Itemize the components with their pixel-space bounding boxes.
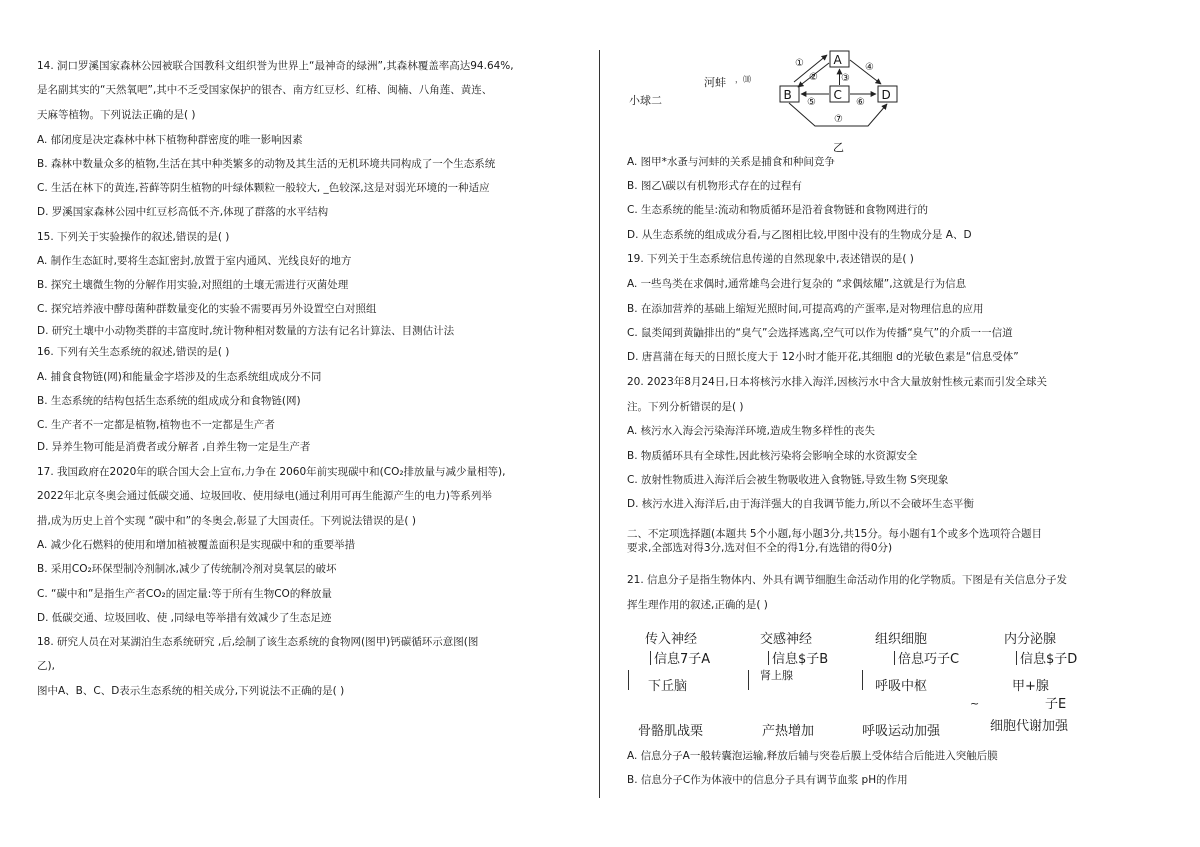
flow-mid-respiratory-center: 呼吸中枢 (875, 679, 928, 694)
node-d: D (881, 88, 891, 102)
q17-stem-line1: 17. 我国政府在2020年的联合国大会上宣布,力争在 2060年前实现碳中和(CO₂排放量与减少量相等), (37, 466, 506, 478)
flow-bar-d (1016, 651, 1017, 665)
q19-option-d: D. 唐菖蒲在每天的日照长度大于 12小时才能开花,其细胞 d的光敏色素是“信息受体” (627, 351, 1019, 363)
section2-heading-line2: 要求,全部选对得3分,选对但不全的得1分,有选错的得0分) (627, 542, 893, 554)
q18-option-c: C. 生态系统的能呈:流动和物质循环是沿着食物链和食物网进行的 (627, 204, 929, 216)
q17-option-d: D. 低碳交通、垃圾回收、使 ,同绿电等举措有效减少了生态足迹 (37, 612, 332, 624)
flow-info-d: 信息$子D (1020, 652, 1078, 667)
flow-info-b: 信息$子B (772, 652, 829, 667)
q18-option-b: B. 图乙\碳以有机物形式存在的过程有 (627, 180, 802, 192)
flow-mid-adrenal: 肾上腺 (760, 669, 793, 682)
diagram-left-label: 小球二 (629, 94, 662, 107)
arrow-label-6: ⑥ (856, 97, 865, 108)
q17-option-c: C. “碳中和”是指生产者CO₂的固定量:等于所有生物CO的释放量 (37, 588, 332, 600)
node-b: B (783, 88, 792, 102)
q21-option-b: B. 信息分子C作为体液中的信息分子具有调节血浆 pH的作用 (627, 774, 908, 786)
q14-option-b: B. 森林中数量众多的植物,生活在其中种类繁多的动物及其生活的无机环境共同构成了一个生态系统 (37, 158, 496, 170)
arrow-label-2: ② (809, 72, 818, 83)
flow-top-afferent: 传入神经 (645, 632, 698, 647)
q20-option-c: C. 放射性物质进入海洋后会被生物吸收进入食物链,导致生物 S突现象 (627, 474, 949, 486)
arrow-label-7: ⑦ (834, 114, 843, 125)
flow-info-e: 子E (1045, 697, 1067, 712)
q21-stem-line2: 挥生理作用的叙述,正确的是( ) (627, 599, 768, 611)
node-c: C (833, 88, 842, 102)
q18-option-d: D. 从生态系统的组成成分看,与乙图相比较,甲图中没有的生物成分是 A、D (627, 229, 972, 241)
q14-option-c: C. 生活在林下的黄连,苔藓等阴生植物的叶绿体颗粒一般较大, _色较深,这是对弱光环境的一种适应 (37, 182, 490, 194)
q16-option-a: A. 捕食食物链(网)和能量金字塔涉及的生态系统组成成分不同 (37, 371, 322, 383)
flow-bar-a (650, 651, 651, 665)
flow-bottom-breathing: 呼吸运动加强 (862, 724, 941, 739)
q17-stem-line3: 措,成为历史上首个实现 “碳中和”的冬奥会,彰显了大国责任。下列说法错误的是( ) (37, 515, 416, 527)
node-a: A (833, 53, 842, 67)
column-divider (599, 50, 600, 798)
q19-stem: 19. 下列关于生态系统信息传递的自然现象中,表述错误的是( ) (627, 253, 914, 265)
q15-option-d: D. 研究土壤中小动物类群的丰富度时,统计物种相对数量的方法有记名计算法、目测估计法 (37, 325, 455, 337)
flow-mid-hypothalamus: 下丘脑 (648, 679, 688, 694)
flow-bottom-heat: 产热增加 (762, 724, 815, 739)
flow-mid-thyroid: 甲+腺 (1012, 679, 1049, 694)
q20-stem-line1: 20. 2023年8月24日,日本将核污水排入海洋,因核污水中含大量放射性核元素而引发全球关 (627, 376, 1047, 388)
q16-stem: 16. 下列有关生态系统的叙述,错误的是( ) (37, 346, 230, 358)
q20-option-b: B. 物质循环具有全球性,因此核污染将会影响全球的水资源安全 (627, 450, 918, 462)
q20-stem-line2: 注。下列分析错误的是( ) (627, 401, 744, 413)
q21-option-a: A. 信息分子A一般转囊泡运输,释放后辅与突卷后膜上受体结合后能进入突触后膜 (627, 750, 998, 762)
q14-stem-line3: 天麻等植物。下列说法正确的是( ) (37, 109, 196, 121)
flow-top-sympathetic: 交感神经 (760, 632, 813, 647)
diagram-clam-label: 河蚌 (704, 76, 726, 89)
q19-option-b: B. 在添加营养的基础上缩短光照时间,可提高鸡的产蛋率,是对物理信息的应用 (627, 303, 984, 315)
q17-option-b: B. 采用CO₂环保型制冷剂制冰,减少了传统制冷剂对臭氧层的破坏 (37, 563, 337, 575)
diagram-caption: 乙 (833, 141, 844, 154)
flow-bar-adrenal (748, 670, 749, 690)
flow-bar-c (894, 651, 895, 665)
flow-bar-b (768, 651, 769, 665)
flow-bar-respiratory (862, 670, 863, 690)
q14-stem-line1: 14. 洞口罗溪国家森林公园被联合国教科文组织誉为世界上“最神奇的绿洲”,其森林覆盖率高达94.64%, (37, 60, 514, 72)
q19-option-c: C. 鼠类闻到黄鼬排出的“臭气”会选择逃离,空气可以作为传播“臭气”的介质一一信道 (627, 327, 1013, 339)
flow-bottom-metabolism: 细胞代谢加强 (990, 719, 1069, 734)
q14-option-d: D. 罗溪国家森林公园中红豆杉高低不齐,体现了群落的水平结构 (37, 206, 329, 218)
q15-option-a: A. 制作生态缸时,要将生态缸密封,放置于室内通风、光线良好的地方 (37, 255, 352, 267)
q20-option-d: D. 核污水进入海洋后,由于海洋强大的自我调节能力,所以不会破坏生态平衡 (627, 498, 974, 510)
q14-stem-line2: 是名副其实的“天然氧吧”,其中不乏受国家保护的银杏、南方红豆杉、红椿、闽楠、八角莲、黄连、 (37, 84, 493, 96)
q18-stem-line1: 18. 研究人员在对某湖泊生态系统研究 ,后,绘制了该生态系统的食物网(图甲)钙碳循环示意图(图 (37, 636, 479, 648)
flow-info-c: 倍息巧子C (898, 652, 960, 667)
flow-bottom-shivering: 骨骼肌战栗 (638, 724, 704, 739)
q18-stem-line2: 乙), (37, 660, 55, 672)
q16-option-d: D. 异养生物可能是消费者或分解者 ,自养生物一定是生产者 (37, 441, 311, 453)
section2-heading-line1: 二、不定项选择题(本题共 5个小题,每小题3分,共15分。每小题有1个或多个选项符合题目 (627, 528, 1043, 540)
q16-option-c: C. 生产者不一定都是植物,植物也不一定都是生产者 (37, 419, 275, 431)
q17-stem-line2: 2022年北京冬奥会通过低碳交通、垃圾回收、使用绿电(通过利用可再生能源产生的电力)等系列举 (37, 490, 492, 502)
diagram-small-label: ，⑽ (735, 75, 751, 84)
arrow-label-1: ① (795, 58, 804, 69)
q16-option-b: B. 生态系统的结构包括生态系统的组成成分和食物链(网) (37, 395, 301, 407)
q15-option-c: C. 探究培养液中酵母菌种群数量变化的实验不需要再另外设置空白对照组 (37, 303, 377, 315)
flow-bar-hypothalamus (628, 670, 629, 690)
q19-option-a: A. 一些鸟类在求偶时,通常雄鸟会进行复杂的 “求偶炫耀”,这就是行为信息 (627, 278, 967, 290)
q15-stem: 15. 下列关于实验操作的叙述,错误的是( ) (37, 231, 230, 243)
q15-option-b: B. 探究土壤微生物的分解作用实验,对照组的土壤无需进行灭菌处理 (37, 279, 349, 291)
arrow-label-5: ⑤ (807, 97, 816, 108)
flow-top-tissue-cell: 组织细胞 (875, 632, 928, 647)
flow-top-endocrine: 内分泌腺 (1004, 632, 1057, 647)
arrow-label-3: ③ (841, 73, 850, 84)
carbon-cycle-diagram (770, 50, 920, 155)
arrow-label-4: ④ (865, 62, 874, 73)
q18-stem-line3: 图中A、B、C、D表示生态系统的相关成分,下列说法不正确的是( ) (37, 685, 345, 697)
q14-option-a: A. 郁闭度是决定森林中林下植物种群密度的唯一影响因素 (37, 134, 303, 146)
q18-option-a: A. 图甲*水蚤与河蚌的关系是捕食和种间竞争 (627, 156, 835, 168)
flow-tilde: ~ (970, 697, 980, 710)
flow-info-a: 信息7子A (654, 652, 711, 667)
q17-option-a: A. 减少化石燃料的使用和增加植被覆盖面积是实现碳中和的重要举措 (37, 539, 356, 551)
q21-stem-line1: 21. 信息分子是指生物体内、外具有调节细胞生命活动作用的化学物质。下图是有关信息分子发 (627, 574, 1068, 586)
q20-option-a: A. 核污水入海会污染海洋环境,造成生物多样性的丧失 (627, 425, 876, 437)
